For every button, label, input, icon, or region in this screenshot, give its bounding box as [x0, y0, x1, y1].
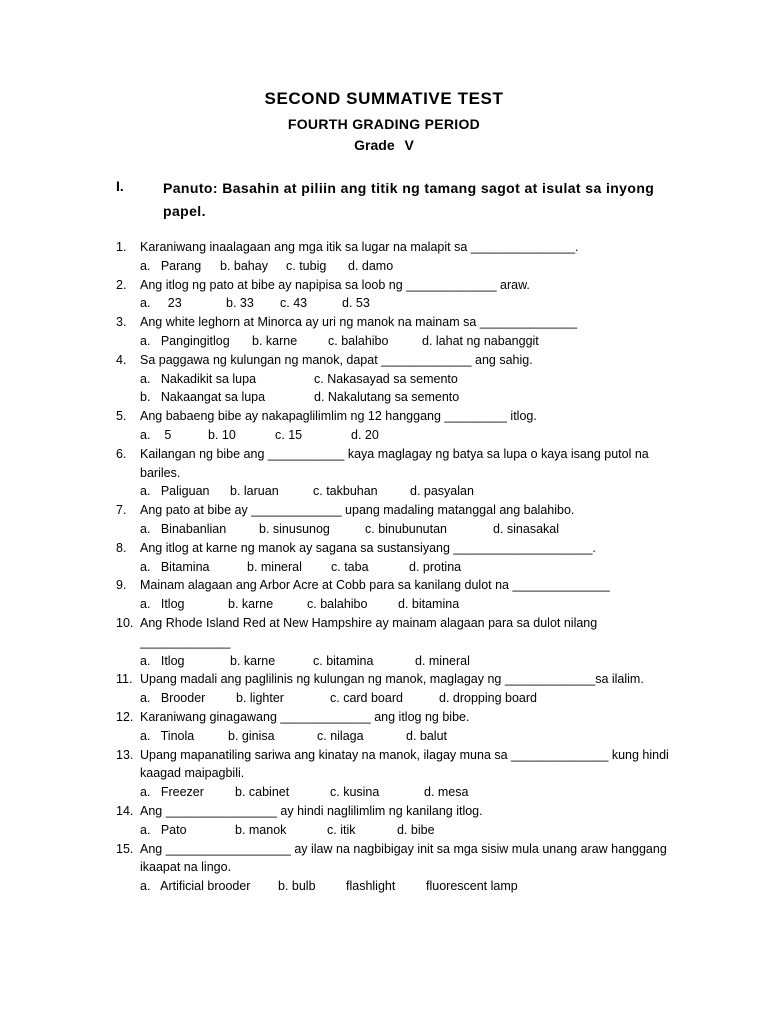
answer-option: b. karne — [228, 597, 274, 612]
answer-option: b. karne — [230, 653, 276, 668]
question-number: 13. — [116, 747, 134, 762]
answer-option: c. 43 — [280, 296, 308, 311]
section-number: I. — [116, 178, 124, 194]
option-row — [140, 877, 686, 896]
question-number: 8. — [116, 540, 127, 555]
answer-option: a. Brooder — [140, 691, 206, 706]
question-number: 7. — [116, 503, 127, 518]
question-item — [116, 670, 686, 708]
answer-option: c. balahibo — [307, 597, 368, 612]
question-text: Karaniwang ginagawang _____________ ang itlog ng bibe. — [140, 709, 470, 724]
answer-option: a. Itlog — [140, 597, 185, 612]
option-row — [140, 294, 686, 313]
answer-option: d. 53 — [342, 296, 370, 311]
answer-option: b. ginisa — [228, 728, 275, 743]
question-item — [116, 708, 686, 746]
instructions: Panuto: Basahin at piliin ang titik ng tamang sagot at isulat sa inyong papel. — [163, 180, 655, 219]
question-number: 2. — [116, 277, 127, 292]
question-text: Ang white leghorn at Minorca ay uri ng manok na mainam sa ______________ — [140, 315, 578, 330]
question-item — [116, 746, 686, 802]
answer-option: c. nilaga — [317, 728, 364, 743]
answer-option: c. itik — [327, 822, 356, 837]
answer-option: b. lighter — [236, 691, 284, 706]
question-text: Ang babaeng bibe ay nakapaglilimlim ng 12 hanggang _________ itlog. — [140, 409, 537, 424]
answer-option: a. Parang — [140, 258, 202, 273]
answer-option: c. bitamina — [313, 653, 374, 668]
option-row — [140, 482, 686, 501]
answer-option: a. Pangingitlog — [140, 333, 230, 348]
answer-option: d. bitamina — [398, 597, 460, 612]
grade-level: Grade V — [354, 137, 414, 153]
answer-option: b. mineral — [247, 559, 302, 574]
answer-option: c. takbuhan — [313, 484, 378, 499]
answer-option: a. Freezer — [140, 785, 204, 800]
answer-option: c. Nakasayad sa semento — [314, 371, 458, 386]
answer-option: flashlight — [346, 879, 396, 894]
question-text: Kailangan ng bibe ang ___________ kaya maglagay ng batya sa lupa o kaya isang putol na bariles. — [140, 446, 649, 480]
question-item — [116, 407, 686, 445]
answer-option: d. sinasakal — [493, 521, 560, 536]
question-number: 4. — [116, 352, 127, 367]
answer-option: b. manok — [235, 822, 287, 837]
answer-option: d. dropping board — [439, 691, 537, 706]
question-item — [116, 501, 686, 539]
answer-option: c. binubunutan — [365, 521, 448, 536]
answer-option: d. lahat ng nabanggit — [422, 333, 539, 348]
question-item — [116, 313, 686, 351]
answer-option: b. 33 — [226, 296, 254, 311]
question-number: 10. — [116, 615, 134, 630]
answer-option: d. protina — [409, 559, 462, 574]
answer-option: c. tubig — [286, 258, 327, 273]
question-text: Ang __________________ ay ilaw na nagbibigay init sa mga sisiw mula unang araw hanggang ikaapat na lingo. — [140, 841, 667, 875]
option-row — [140, 426, 686, 445]
option-row — [140, 652, 686, 671]
question-item — [116, 576, 686, 614]
answer-option: a. Paliguan — [140, 484, 210, 499]
option-row — [140, 332, 686, 351]
question-number: 9. — [116, 578, 127, 593]
question-number: 14. — [116, 803, 134, 818]
answer-option: fluorescent lamp — [426, 879, 518, 894]
question-item — [116, 351, 686, 407]
question-item — [116, 614, 686, 670]
option-row — [140, 821, 686, 840]
answer-option: c. card board — [330, 691, 403, 706]
question-item — [116, 539, 686, 577]
answer-option: b. cabinet — [235, 785, 290, 800]
option-row — [140, 370, 686, 389]
answer-option: a. Pato — [140, 822, 187, 837]
question-text: Upang madali ang paglilinis ng kulungan ng manok, maglagay ng _____________sa ilalim. — [140, 672, 644, 687]
answer-option: b. laruan — [230, 484, 279, 499]
answer-option: d. mesa — [424, 785, 469, 800]
question-text: Ang itlog at karne ng manok ay sagana sa sustansiyang ____________________. — [140, 540, 596, 555]
answer-option: a. Binabanlian — [140, 521, 227, 536]
question-number: 15. — [116, 841, 134, 856]
question-list — [116, 238, 686, 896]
question-text: Ang itlog ng pato at bibe ay napipisa sa loob ng _____________ araw. — [140, 277, 530, 292]
option-row — [140, 520, 686, 539]
answer-option: a. Tinola — [140, 728, 195, 743]
answer-option: b. sinusunog — [259, 521, 330, 536]
option-row — [140, 727, 686, 746]
answer-option: b. karne — [252, 333, 298, 348]
question-item — [116, 276, 686, 314]
answer-option: d. pasyalan — [410, 484, 474, 499]
option-row — [140, 783, 686, 802]
question-text: Ang ________________ ay hindi naglilimlim ng kanilang itlog. — [140, 803, 483, 818]
answer-option: b. Nakaangat sa lupa — [140, 390, 266, 405]
answer-option: a. 23 — [140, 296, 182, 311]
test-title: SECOND SUMMATIVE TEST — [264, 89, 504, 108]
answer-option: c. taba — [331, 559, 369, 574]
question-text: Ang pato at bibe ay _____________ upang madaling matanggal ang balahibo. — [140, 503, 575, 518]
question-number: 5. — [116, 409, 127, 424]
answer-option: b. bulb — [278, 879, 316, 894]
answer-option: d. bibe — [397, 822, 435, 837]
answer-option: b. bahay — [220, 258, 268, 273]
option-row — [140, 388, 686, 407]
question-item — [116, 840, 686, 896]
question-text: Karaniwang inaalagaan ang mga itik sa lugar na malapit sa _______________. — [140, 240, 579, 254]
grading-period: FOURTH GRADING PERIOD — [287, 116, 481, 132]
question-number: 3. — [116, 315, 127, 330]
answer-option: a. Nakadikit sa lupa — [140, 371, 257, 386]
option-row — [140, 558, 686, 577]
question-text: Sa paggawa ng kulungan ng manok, dapat _____________ ang sahig. — [140, 352, 533, 367]
answer-option: d. balut — [406, 728, 448, 743]
question-number: 11. — [116, 672, 133, 687]
option-row — [140, 595, 686, 614]
question-text: Mainam alagaan ang Arbor Acre at Cobb para sa kanilang dulot na ______________ — [140, 578, 610, 593]
question-item — [116, 802, 686, 840]
question-number: 6. — [116, 446, 127, 461]
question-number: 12. — [116, 709, 134, 724]
answer-option: d. Nakalutang sa semento — [314, 390, 460, 405]
question-item — [116, 238, 686, 276]
option-row — [140, 689, 686, 708]
answer-option: c. 15 — [275, 427, 303, 442]
answer-option: d. 20 — [351, 427, 379, 442]
question-number: 1. — [116, 240, 127, 254]
answer-option: a. 5 — [140, 427, 172, 442]
answer-option: c. balahibo — [328, 333, 389, 348]
answer-option: a. Itlog — [140, 653, 185, 668]
answer-option: d. mineral — [415, 653, 470, 668]
question-text: Ang Rhode Island Red at New Hampshire ay mainam alagaan para sa dulot nilang _____________ — [140, 615, 598, 649]
answer-option: a. Artificial brooder — [140, 879, 251, 894]
answer-option: c. kusina — [330, 785, 380, 800]
question-item — [116, 445, 686, 501]
question-text: Upang mapanatiling sariwa ang kinatay na manok, ilagay muna sa ______________ kung hindi kaagad maipagbili. — [140, 747, 669, 781]
option-row — [140, 257, 686, 276]
answer-option: b. 10 — [208, 427, 236, 442]
answer-option: a. Bitamina — [140, 559, 210, 574]
answer-option: d. damo — [348, 258, 394, 273]
